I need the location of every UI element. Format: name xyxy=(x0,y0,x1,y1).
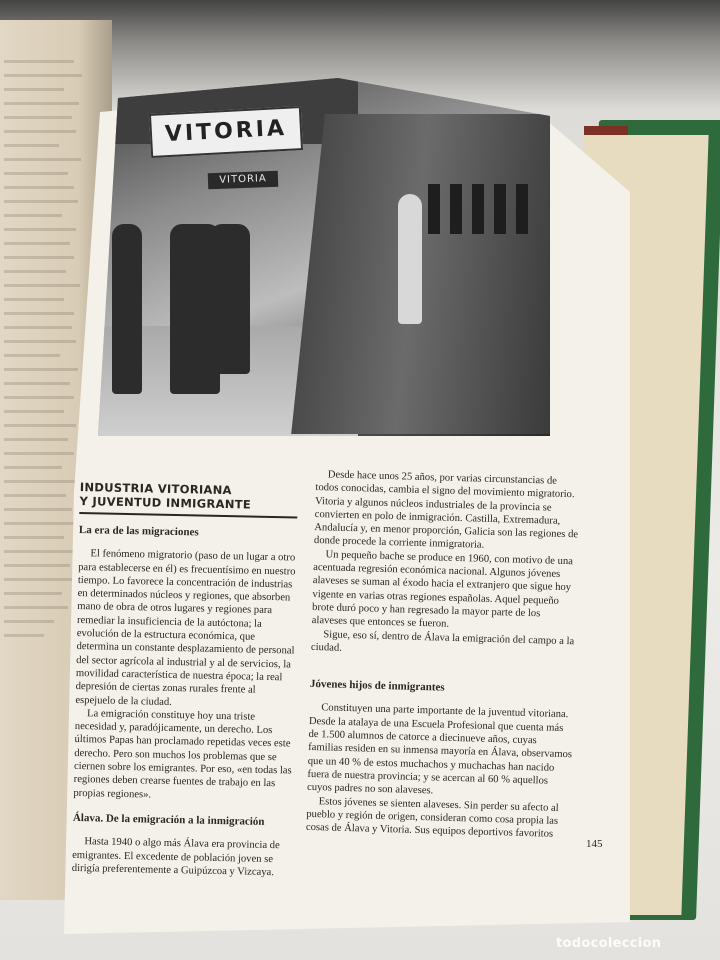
left-page-text-lines xyxy=(4,60,84,648)
train-window xyxy=(494,184,506,234)
paragraph: Constituyen una parte importante de la juventud vitoriana. Desde la atalaya de una Escuela Profesional que cuenta más de 1.500 alumnos de catorce a diecinueve años, cuyas familias residen en su inmensa mayoría en Álava, observamos que un 40 % de estos muchachos y muchachas han nacido fuera de nuestra provincia; y se acercan al 60 % aquellos cuyos padres no son alaveses. xyxy=(306,702,573,797)
subheading-migraciones: La era de las migraciones xyxy=(78,523,199,539)
section-title-line2: Y JUVENTUD INMIGRANTE xyxy=(79,493,252,512)
watermark: todocoleccion xyxy=(556,936,662,951)
train-window xyxy=(428,184,440,234)
paragraph: La emigración constituye hoy una triste necesidad y, paradójicamente, un derecho. Los últimos Papas han proclamado repetidas veces este derecho. Pero son muchos los problemas que se ciernen sobre los emigrantes. Por eso, «en todas las regiones deben crearse fuentes de trabajo en las propias regiones». xyxy=(73,708,292,801)
train-window xyxy=(450,184,462,234)
station-sign-small: VITORIA xyxy=(208,171,279,189)
paragraph: Un pequeño bache se produce en 1960, con motivo de una acentuada regresión económica nacional. Algunos jóvenes alaveses se suman al éxodo hacia el extranjero que sigue hoy vigente en varias otras regiones españolas. Aquel pequeño brote duró poco y han regresado la mayor parte de los alaveses que entonces se fueron. xyxy=(311,549,574,631)
subheading-jovenes: Jóvenes hijos de inmigrantes xyxy=(309,678,445,694)
boarding-passenger xyxy=(398,194,422,324)
left-text-column xyxy=(72,480,302,880)
traveler-figure xyxy=(210,224,250,374)
section-title xyxy=(79,480,298,519)
train-window xyxy=(472,184,484,234)
section-title-line1: INDUSTRIA VITORIANA xyxy=(79,480,232,498)
train-window xyxy=(516,184,528,234)
traveler-figure xyxy=(112,224,142,394)
station-sign-vitoria: VITORIA xyxy=(149,106,303,158)
paragraph: Estos jóvenes se sienten alaveses. Sin perder su afecto al pueblo y región de origen, consideran como cosa propia las cosas de Álava y Vitoria. Sus equipos deportivos favoritos xyxy=(305,795,559,840)
right-text-column xyxy=(306,468,580,842)
subheading-alava: Álava. De la emigración a la inmigración xyxy=(72,811,265,828)
paragraph: El fenómeno migratorio (paso de un lugar a otro para establecerse en él) es frecuentísimo en nuestro tiempo. Lo favorece la concentración de industrias en determinados núcleos y regiones, que absorben mano de obra de otros lugares y regiones para remediar la insuficiencia de la autóctona; la evolución de la estructura económica, que determina un constante desplazamiento de personal del sector agrícola al industrial y al de servicios, la movilidad característica de nuestra época; la real depresión de ciertas zonas rurales frente al espejuelo de la ciudad. xyxy=(75,548,296,708)
paragraph: Hasta 1940 o algo más Álava era provincia de emigrantes. El excedente de población joven se dirigía preferentemente a Guipúzcoa y Vizcaya. xyxy=(71,836,280,878)
paragraph: Desde hace unos 25 años, por varias circunstancias de todos conocidas, cambia el signo del movimiento migratorio. Vitoria y algunos núcleos industriales de la provincia se convierten en polo de inmigración. Castilla, Extremadura, Andalucía y, en menor proporción, Galicia son las regiones de donde procede la corriente inmigratoria. xyxy=(313,469,579,552)
page-number: 145 xyxy=(586,838,603,850)
paragraph: Sigue, eso sí, dentro de Álava la emigración del campo a la ciudad. xyxy=(310,628,575,654)
